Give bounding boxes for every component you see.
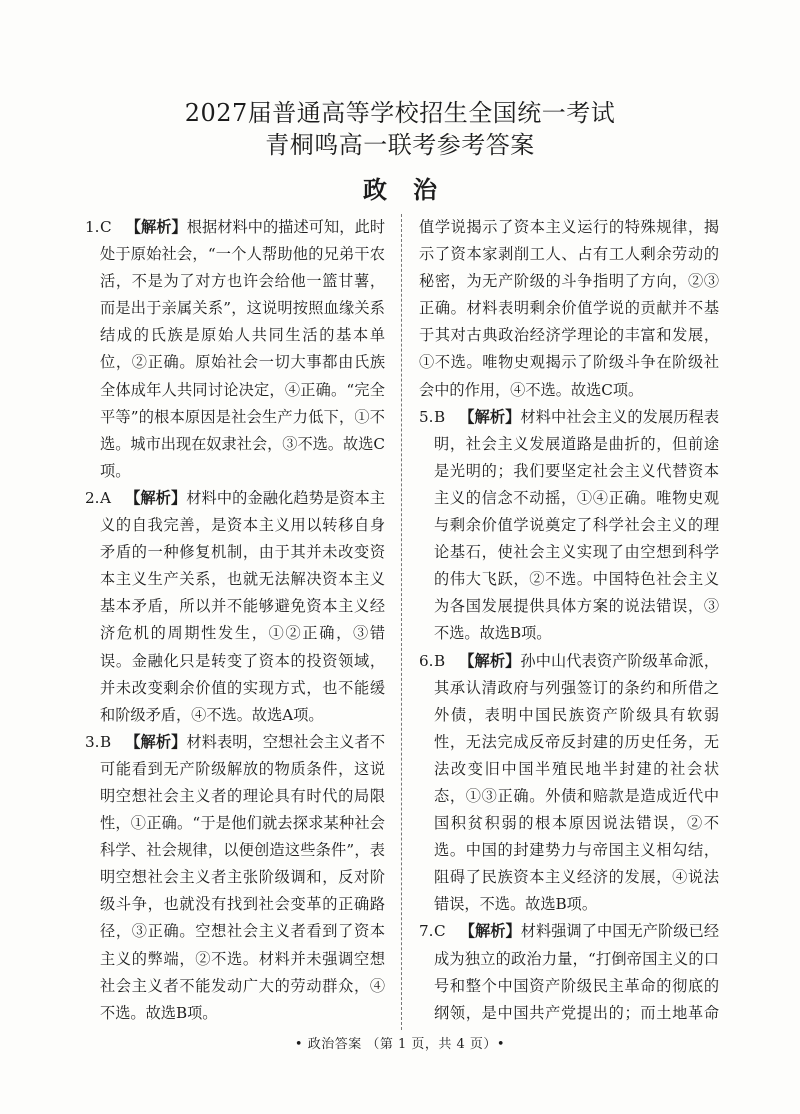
item-number: 7. [419,922,434,941]
item-number: 1. [85,218,100,236]
item-number: 5. [419,407,434,426]
answer-columns [85,214,719,1030]
analysis-label: 【解析】 [124,488,187,507]
analysis-text: 材料中的金融化趋势是资本主义的自我完善，是资本主义用以转移自身矛盾的一种修复机制，由于其并未改变资本主义生产关系，也就无法解决资本主义基本矛盾，所以并不能够避免资本主义经济危机的周期性发生，①②正确，③错误。金融化只是转变了资本的投资领域，并未改变剩余价值的实现方式，也不能缓和阶级矛盾，④不选。故选A项。 [100,488,385,724]
analysis-text: 根据材料中的描述可知，此时处于原始社会，“一个人帮助他的兄弟干农活，不是为了对方也许会给他一篮甘薯，而是出于亲属关系”，这说明按照血缘关系结成的氏族是原始人共同生活的基本单位，②正确。原始社会一切大事都由氏族全体成年人共同讨论决定，④正确。“完全平等”的根本原因是社会生产力低下，①不选。城市出现在奴隶社会，③不选。故选C项。 [100,218,385,480]
page-header [0,98,800,205]
item-number: 2. [85,488,100,507]
answer-letter: B [434,407,446,426]
answer-letter: A [100,488,111,507]
analysis-label: 【解析】 [125,732,187,751]
answer-item [85,485,385,729]
answer-letter: B [434,651,446,670]
answer-letter: C [434,922,446,941]
answer-letter: C [100,218,112,236]
answer-item [419,648,719,919]
answer-item [419,404,719,648]
continued-analysis-text: 值学说揭示了资本主义运行的特殊规律，揭示了资本家剥削工人、占有工人剩余劳动的秘密，为无产阶级的斗争指明了方向，②③正确。材料表明剩余价值学说的贡献并不基于其对古典政治经济学理论的丰富和发展，①不选。唯物史观揭示了阶级斗争在阶级社会中的作用，④不选。故选C项。 [419,218,719,399]
exam-title: 2027届普通高等学校招生全国统一考试 [184,99,616,127]
analysis-text: 孙中山代表资产阶级革命派，其承认清政府与列强签订的条约和所借之外债，表明中国民族资产阶级具有软弱性，无法完成反帝反封建的历史任务，无法改变旧中国半殖民地半封建的社会状态，①③正确。外债和赔款是造成近代中国积贫积弱的根本原因说法错误，②不选。中国的封建势力与帝国主义相勾结，阻碍了民族资本主义经济的发展，④说法错误，不选。故选B项。 [434,651,719,914]
analysis-label: 【解析】 [459,651,521,670]
column-divider [401,214,402,1030]
analysis-text: 材料中社会主义的发展历程表明，社会主义发展道路是曲折的，但前途是光明的；我们要坚定社会主义代替资本主义的信念不动摇，①④正确。唯物史观与剩余价值学说奠定了科学社会主义的理论基石，使社会主义实现了由空想到科学的伟大飞跃，②不选。中国特色社会主义为各国发展提供具体方案的说法错误，③不选。故选B项。 [434,407,719,643]
analysis-label: 【解析】 [459,407,521,426]
right-column [419,214,719,1030]
analysis-label: 【解析】 [125,218,187,236]
answer-item [85,214,385,485]
answer-letter: B [100,732,112,751]
answer-item [419,918,719,1030]
page-footer: • 政治答案 （第 1 页，共 4 页）• [294,1037,506,1052]
exam-subtitle: 青桐鸣高一联考参考答案 [265,131,535,159]
item-number [85,1027,100,1030]
answer-item [85,1027,385,1030]
analysis-text: 材料表明，空想社会主义者不可能看到无产阶级解放的物质条件，这说明空想社会主义者的理论具有时代的局限性，①正确。“于是他们就去探求某种社会科学、社会规律，以便创造这些条件”，表明空想社会主义者主张阶级调和，反对阶级斗争，也就没有找到社会变革的正确路径，③正确。空想社会主义者看到了资本主义的弊端，②不选。材料并未强调空想社会主义者不能发动广大的劳动群众，④不选。故选B项。 [100,732,385,1022]
item-number: 6. [419,651,434,670]
answer-item [85,729,385,1027]
left-column [85,214,385,1030]
item-number: 3. [85,732,100,751]
analysis-label: 【解析】 [459,922,521,941]
subject-title: 政治 [363,175,463,204]
analysis-text: 材料强调了中国无产阶级已经成为独立的政治力量，“打倒帝国主义的口号和整个中国资产阶级民主革命的彻底的纲领，是中国共产党提出的；而土地革命 [434,922,719,1022]
